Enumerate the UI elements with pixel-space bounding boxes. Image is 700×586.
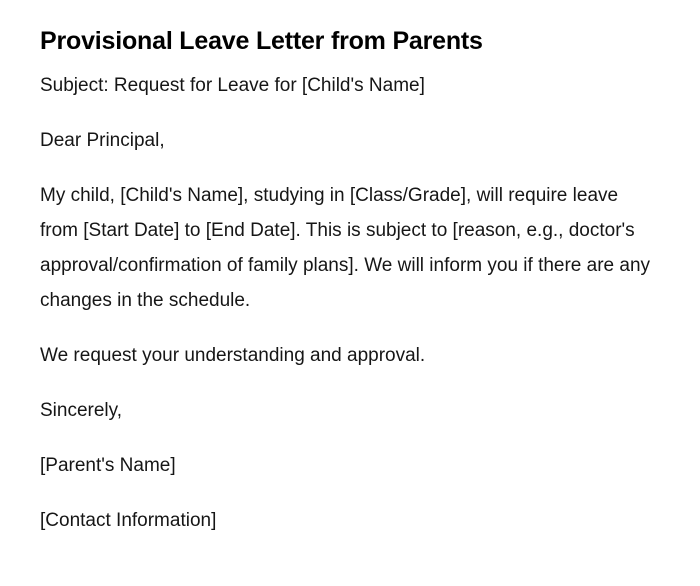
salutation: Dear Principal, (40, 130, 165, 151)
document-title: Provisional Leave Letter from Parents (40, 27, 483, 55)
signature-name: [Parent's Name] (40, 455, 176, 476)
request-line: We request your understanding and approval. (40, 345, 426, 366)
body-paragraph: My child, [Child's Name], studying in [Class/Grade], will require leave from [Start Date] to [End Date]. This is subject to [reason, e.g., doctor's approval/confirmation of family plans]. We will inform you if there are any changes in the schedule. (40, 185, 651, 311)
closing: Sincerely, (40, 400, 123, 421)
contact-information: [Contact Information] (40, 510, 217, 531)
subject-line: Subject: Request for Leave for [Child's Name] (40, 75, 425, 96)
